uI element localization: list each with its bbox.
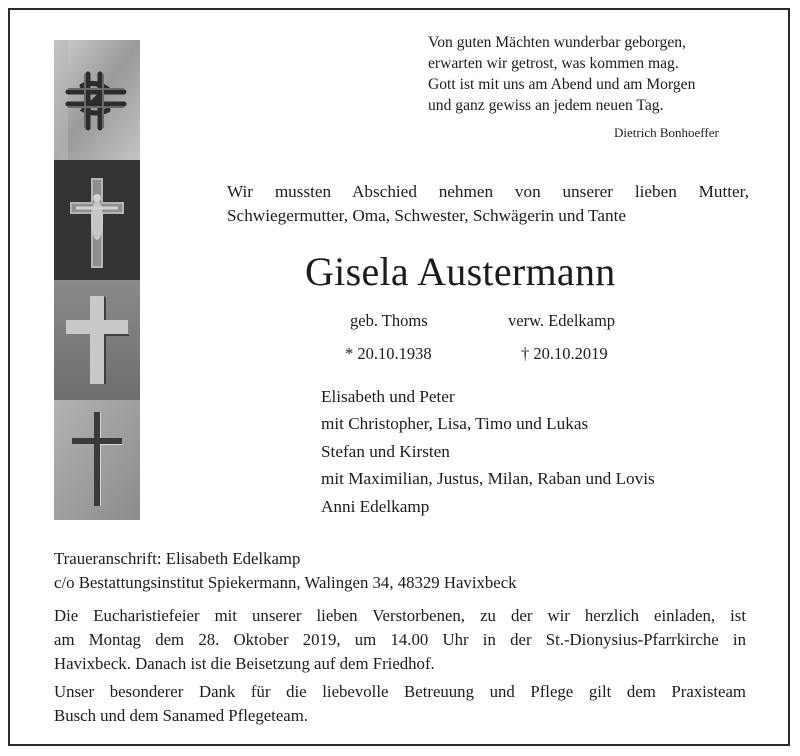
thanks-line: Busch und dem Sanamed Pflegeteam. — [54, 706, 308, 725]
engraved-cross-icon — [54, 400, 140, 520]
family-line: Stefan und Kirsten — [321, 442, 450, 461]
crucifix-icon — [54, 160, 140, 280]
family-list — [321, 384, 655, 521]
mourning-address — [54, 547, 517, 595]
poem-line: erwarten wir getrost, was kommen mag. — [428, 55, 679, 72]
farewell-line: Schwiegermutter, Oma, Schwester, Schwägerin und Tante — [227, 206, 626, 225]
farewell-text — [227, 180, 749, 228]
family-line: mit Maximilian, Justus, Milan, Raban und Lovis — [321, 468, 655, 488]
thanks-line: Unser besonderer Dank für die liebevolle Betreuung und Pflege gilt dem Praxisteam — [54, 682, 746, 701]
poem — [428, 32, 758, 116]
birth-date: * 20.10.1938 — [345, 344, 432, 363]
widowed-name: verw. Edelkamp — [508, 311, 616, 330]
thanks-paragraph — [54, 680, 746, 728]
deceased-name: Gisela Austermann — [305, 249, 616, 294]
family-line: Anni Edelkamp — [321, 497, 430, 516]
poem-line: Gott ist mit uns am Abend und am Morgen — [428, 76, 696, 93]
farewell-line: Wir mussten Abschied nehmen von unserer lieben Mutter, — [227, 182, 749, 201]
stone-cross-icon — [54, 280, 140, 400]
service-line: am Montag dem 28. Oktober 2019, um 14.00 Uhr in der St.-Dionysius-Pfarrkirche in — [54, 630, 746, 649]
birth-name: geb. Thoms — [350, 311, 428, 330]
poem-line: Von guten Mächten wunderbar geborgen, — [428, 34, 686, 51]
service-paragraph — [54, 604, 746, 676]
service-line: Die Eucharistiefeier mit unserer lieben Verstorbenen, zu der wir herzlich einladen, ist — [54, 606, 746, 625]
family-line: Elisabeth und Peter — [321, 387, 455, 406]
address-line: Traueranschrift: Elisabeth Edelkamp — [54, 549, 301, 568]
cross-image-strip — [54, 40, 140, 522]
address-line: c/o Bestattungsinstitut Spiekermann, Walingen 34, 48329 Havixbeck — [54, 573, 517, 592]
family-line: mit Christopher, Lisa, Timo und Lukas — [321, 413, 589, 433]
death-date: † 20.10.2019 — [521, 344, 608, 363]
poem-line: und ganz gewiss an jedem neuen Tag. — [428, 97, 664, 114]
woven-cross-icon — [54, 40, 140, 160]
poem-author: Dietrich Bonhoeffer — [614, 125, 719, 140]
service-line: Havixbeck. Danach ist die Beisetzung auf dem Friedhof. — [54, 654, 435, 673]
